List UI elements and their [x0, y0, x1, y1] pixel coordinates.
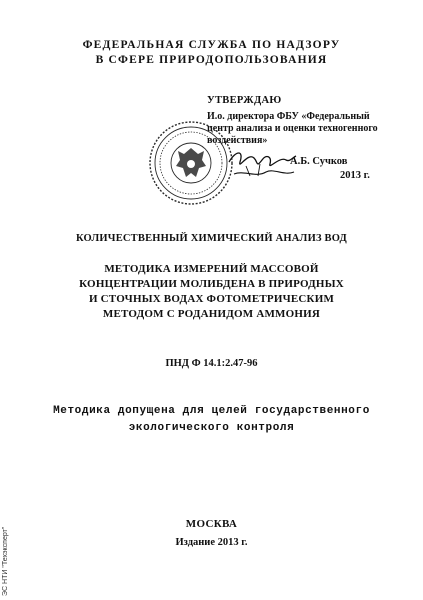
usage-note [0, 403, 423, 437]
usage-note-line: экологического контроля [128, 422, 295, 434]
agency-header [0, 38, 423, 68]
document-title [0, 262, 423, 322]
approval-line-2: центр анализа и оценки техногенного [207, 123, 378, 134]
approval-line-1: И.о. директора ФБУ «Федеральный [207, 111, 370, 122]
agency-line-1: ФЕДЕРАЛЬНАЯ СЛУЖБА ПО НАДЗОРУ [82, 39, 341, 51]
source-watermark: ЭС НТИ "Техэксперт" [2, 526, 9, 596]
edition-year: Издание 2013 г. [175, 537, 248, 548]
official-seal-icon [148, 120, 234, 206]
approval-line-3: воздействия» [207, 135, 268, 146]
approval-block [207, 95, 419, 147]
usage-note-line: Методика допущена для целей государственного [53, 405, 370, 417]
approval-signer: А.Б. Сучков [290, 156, 348, 167]
title-line: И СТОЧНЫХ ВОДАХ ФОТОМЕТРИЧЕСКИМ [88, 293, 335, 305]
title-line: МЕТОДОМ С РОДАНИДОМ АММОНИЯ [102, 308, 321, 320]
publication-city: МОСКВА [185, 518, 238, 530]
document-code: ПНД Ф 14.1:2.47-96 [165, 358, 258, 369]
agency-line-2: В СФЕРЕ ПРИРОДОПОЛЬЗОВАНИЯ [95, 54, 328, 66]
title-line: КОНЦЕНТРАЦИИ МОЛИБДЕНА В ПРИРОДНЫХ [79, 278, 344, 290]
approval-heading: УТВЕРЖДАЮ [207, 95, 282, 106]
document-category: КОЛИЧЕСТВЕННЫЙ ХИМИЧЕСКИЙ АНАЛИЗ ВОД [76, 233, 347, 244]
title-line: МЕТОДИКА ИЗМЕРЕНИЙ МАССОВОЙ [104, 263, 319, 275]
handwritten-signature-icon [226, 146, 298, 184]
approval-year: 2013 г. [340, 170, 370, 181]
